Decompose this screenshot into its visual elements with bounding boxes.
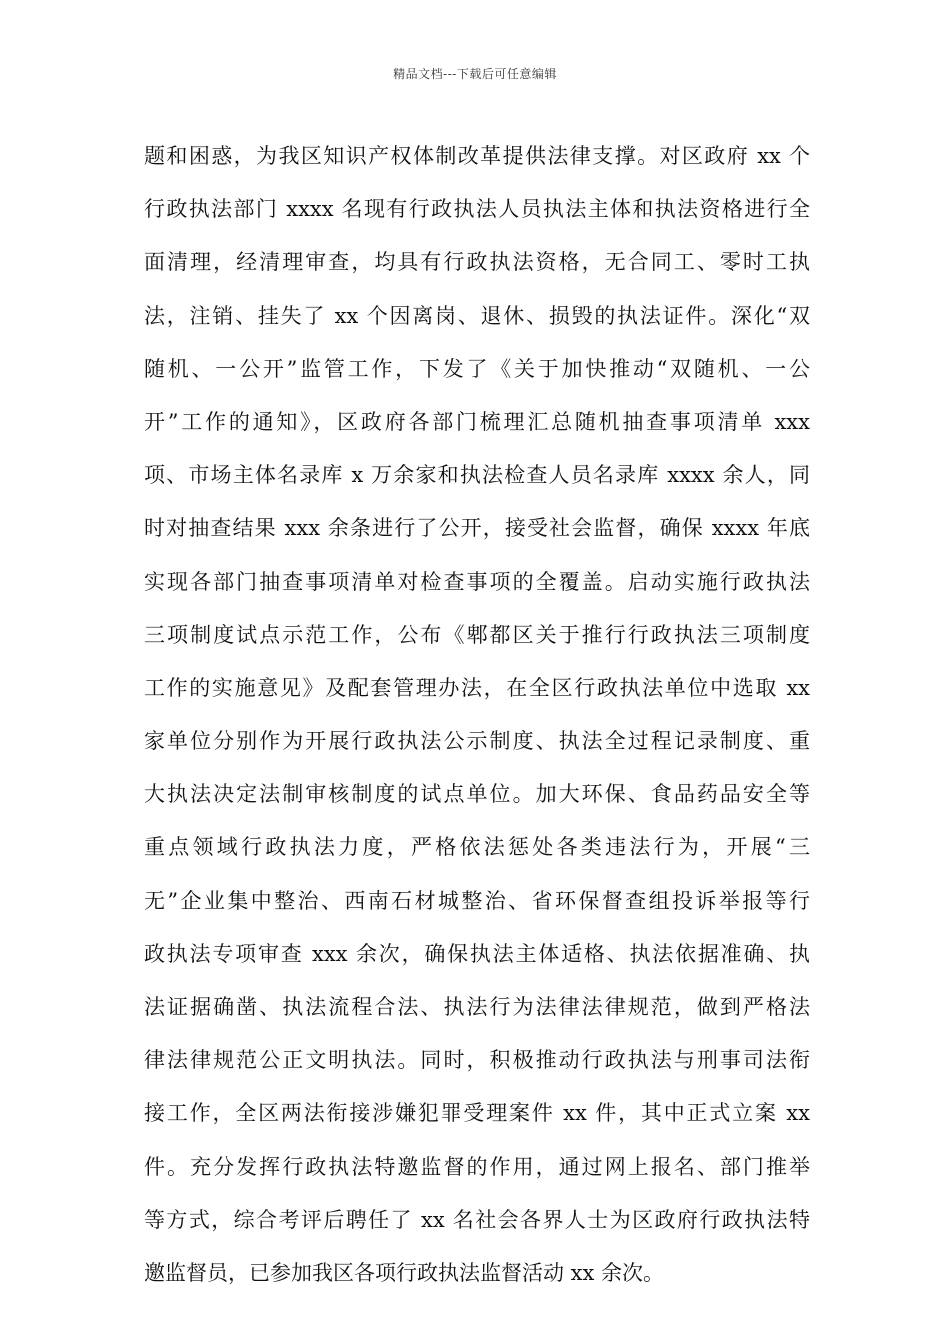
text-line: 邀监督员，已参加我区各项行政执法监督活动 xx 余次。 — [144, 1260, 665, 1285]
text-line: 三项制度试点示范工作，公布《郫都区关于推行行政执法三项制度 — [144, 622, 810, 647]
text-line: 法证据确凿、执法流程合法、执法行为法律法律规范，做到严格法 — [144, 995, 810, 1019]
text-line: 大执法决定法制审核制度的试点单位。加大环保、食品药品安全等 — [144, 782, 810, 807]
text-line: 实现各部门抽查事项清单对检查事项的全覆盖。启动实施行政执法 — [144, 569, 810, 594]
text-line: 无”企业集中整治、西南石材城整治、省环保督查组投诉举报等行 — [144, 888, 810, 913]
text-line: 面清理，经清理审查，均具有行政执法资格，无合同工、零时工执 — [144, 250, 810, 275]
text-line: 政执法专项审查 xxx 余次，确保执法主体适格、执法依据准确、执 — [144, 941, 810, 966]
text-line: 工作的实施意见》及配套管理办法，在全区行政执法单位中选取 xx — [144, 675, 810, 700]
text-line: 题和困惑，为我区知识产权体制改革提供法律支撑。对区政府 xx 个 — [144, 144, 810, 168]
text-line: 律法律规范公正文明执法。同时，积极推动行政执法与刑事司法衔 — [144, 1048, 810, 1073]
text-line: 法，注销、挂失了 xx 个因离岗、退休、损毁的执法证件。深化“双 — [144, 303, 810, 328]
text-line: 重点领域行政执法力度，严格依法惩处各类违法行为，开展“三 — [144, 835, 810, 860]
text-line: 行政执法部门 xxxx 名现有行政执法人员执法主体和执法资格进行全 — [144, 197, 810, 222]
text-line: 家单位分别作为开展行政执法公示制度、执法全过程记录制度、重 — [144, 729, 810, 754]
body-paragraph — [144, 130, 810, 1300]
text-line: 件。充分发挥行政执法特邀监督的作用，通过网上报名、部门推举 — [144, 1154, 810, 1179]
text-line: 项、市场主体名录库 x 万余家和执法检查人员名录库 xxxx 余人，同 — [144, 463, 810, 488]
text-line: 随机、一公开”监管工作，下发了《关于加快推动“双随机、一公 — [144, 356, 810, 381]
text-line: 等方式，综合考评后聘任了 xx 名社会各界人士为区政府行政执法特 — [144, 1207, 810, 1232]
text-line: 时对抽查结果 xxx 余条进行了公开，接受社会监督，确保 xxxx 年底 — [144, 516, 810, 541]
text-line: 接工作，全区两法衔接涉嫌犯罪受理案件 xx 件，其中正式立案 xx — [144, 1101, 810, 1126]
page-header: 精品文档---下载后可任意编辑 — [393, 67, 557, 81]
text-line: 开”工作的通知》，区政府各部门梳理汇总随机抽查事项清单 xxx — [144, 409, 810, 434]
